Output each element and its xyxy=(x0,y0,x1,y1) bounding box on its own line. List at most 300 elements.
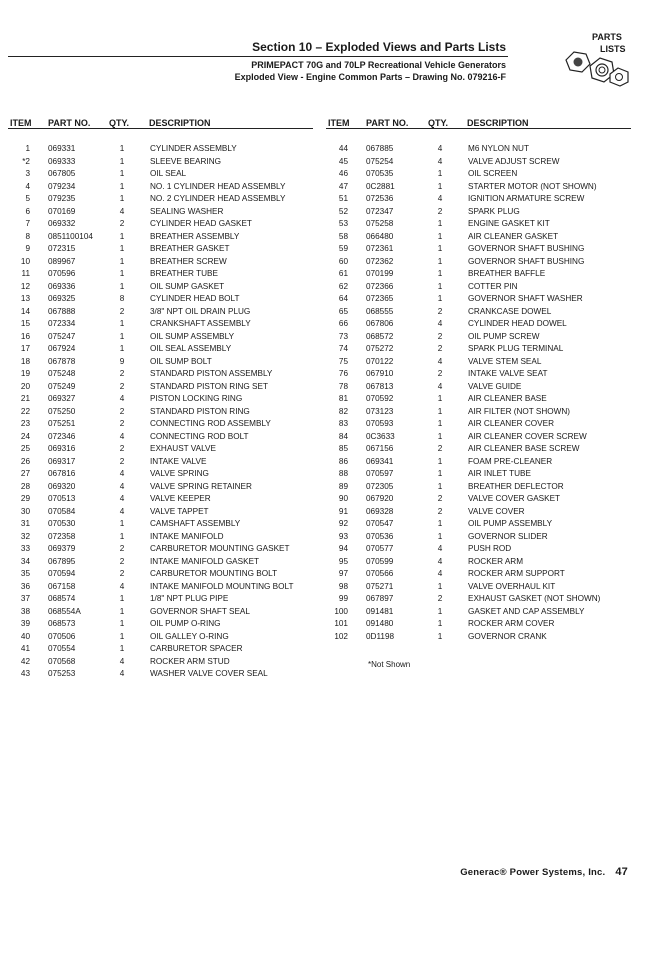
part-number: 075250 xyxy=(48,406,76,416)
part-number: 072305 xyxy=(366,481,394,491)
table-row xyxy=(318,418,638,431)
table-row xyxy=(318,481,638,494)
quantity: 4 xyxy=(119,581,125,591)
part-description: ROCKER ARM SUPPORT xyxy=(468,569,565,578)
quantity: 2 xyxy=(119,444,125,453)
part-description: AIR CLEANER BASE xyxy=(468,394,547,403)
table-row xyxy=(0,331,320,344)
part-description: OIL SCREEN xyxy=(468,169,518,178)
part-number: 0C3633 xyxy=(366,431,395,441)
part-description: INTAKE MANIFOLD MOUNTING BOLT xyxy=(150,581,294,591)
quantity: 1 xyxy=(119,344,125,353)
quantity: 4 xyxy=(437,194,443,203)
part-description: 1/8" NPT PLUG PIPE xyxy=(150,594,229,603)
item-number: 62 xyxy=(338,281,348,291)
quantity: 4 xyxy=(119,494,125,503)
item-number: 12 xyxy=(20,281,30,291)
table-row xyxy=(318,293,638,306)
item-number: 10 xyxy=(20,256,30,266)
part-number: 072358 xyxy=(48,531,76,541)
part-description: COTTER PIN xyxy=(468,281,518,291)
part-number: 068573 xyxy=(48,619,76,628)
table-row xyxy=(0,206,320,219)
quantity: 1 xyxy=(437,394,443,403)
quantity: 1 xyxy=(437,431,443,441)
quantity: 1 xyxy=(119,194,125,203)
table-row xyxy=(0,306,320,319)
table-row xyxy=(0,581,320,594)
item-number: 25 xyxy=(20,444,30,453)
item-number: 86 xyxy=(338,456,348,466)
item-number: 15 xyxy=(20,319,30,328)
quantity: 4 xyxy=(119,506,125,516)
part-number: 067158 xyxy=(48,581,76,591)
part-description: VALVE OVERHAUL KIT xyxy=(468,581,556,591)
part-number: 066480 xyxy=(366,231,394,241)
part-description: 3/8" NPT OIL DRAIN PLUG xyxy=(150,306,251,316)
logo-text-parts: PARTS xyxy=(592,32,622,42)
part-description: GOVERNOR CRANK xyxy=(468,631,547,641)
table-row xyxy=(0,643,320,656)
item-number: 51 xyxy=(338,194,348,203)
part-description: BREATHER BAFFLE xyxy=(468,269,546,278)
part-number: 0D1198 xyxy=(366,631,395,641)
part-number: 072315 xyxy=(48,244,76,253)
part-number: 070513 xyxy=(48,494,76,503)
quantity: 2 xyxy=(119,556,125,566)
part-description: CYLINDER HEAD BOLT xyxy=(150,294,240,303)
part-description: CONNECTING ROD BOLT xyxy=(150,431,249,441)
item-number: 27 xyxy=(20,469,30,478)
quantity: 4 xyxy=(119,656,125,666)
part-number: 070122 xyxy=(366,356,394,366)
part-number: 072366 xyxy=(366,281,394,291)
part-number: 075271 xyxy=(366,581,394,591)
table-row xyxy=(0,256,320,269)
item-number: 73 xyxy=(338,331,348,341)
quantity: 1 xyxy=(437,269,443,278)
table-row xyxy=(318,206,638,219)
quantity: 4 xyxy=(437,319,443,328)
table-row xyxy=(0,493,320,506)
item-number: 78 xyxy=(338,381,348,391)
part-number: 072346 xyxy=(48,431,76,441)
table-row xyxy=(0,568,320,581)
part-number: 075248 xyxy=(48,369,76,378)
quantity: 1 xyxy=(437,531,443,541)
part-description: BREATHER TUBE xyxy=(150,269,218,278)
part-description: EXHAUST GASKET (NOT SHOWN) xyxy=(468,594,601,603)
item-number: 33 xyxy=(20,544,30,553)
item-number: 28 xyxy=(20,481,30,491)
quantity: 1 xyxy=(437,406,443,416)
table-row xyxy=(318,431,638,444)
part-number: 089967 xyxy=(48,256,76,266)
part-number: 070596 xyxy=(48,269,76,278)
quantity: 4 xyxy=(119,431,125,441)
product-subtitle: PRIMEPACT 70G and 70LP Recreational Vehicle Generators xyxy=(251,60,506,70)
part-description: STARTER MOTOR (NOT SHOWN) xyxy=(468,181,597,191)
part-description: OIL PUMP ASSEMBLY xyxy=(468,519,553,528)
part-number: 075258 xyxy=(366,219,394,228)
header-underline-left xyxy=(8,128,313,129)
part-number: 068572 xyxy=(366,331,394,341)
item-number: 1 xyxy=(25,144,30,153)
part-number: 069336 xyxy=(48,281,76,291)
quantity: 2 xyxy=(119,569,125,578)
quantity: 1 xyxy=(119,644,125,653)
part-description: CARBURETOR MOUNTING BOLT xyxy=(150,569,278,578)
table-row xyxy=(318,568,638,581)
part-description: AIR CLEANER COVER SCREW xyxy=(468,431,587,441)
part-description: STANDARD PISTON RING xyxy=(150,406,250,416)
quantity: 4 xyxy=(437,144,443,153)
part-description: CYLINDER HEAD DOWEL xyxy=(468,319,567,328)
part-number: 068554A xyxy=(48,606,81,616)
part-description: ROCKER ARM COVER xyxy=(468,619,555,628)
part-description: ENGINE GASKET KIT xyxy=(468,219,550,228)
col-header-desc-right: DESCRIPTION xyxy=(467,118,529,128)
quantity: 1 xyxy=(119,181,125,191)
item-number: 46 xyxy=(338,169,348,178)
table-row xyxy=(318,331,638,344)
part-number: 070584 xyxy=(48,506,76,516)
part-number: 091480 xyxy=(366,619,394,628)
item-number: 98 xyxy=(338,581,348,591)
table-row xyxy=(318,606,638,619)
part-number: 070535 xyxy=(366,169,394,178)
quantity: 2 xyxy=(119,419,125,428)
part-description: VALVE SPRING RETAINER xyxy=(150,481,252,491)
part-description: CYLINDER ASSEMBLY xyxy=(150,144,237,153)
quantity: 2 xyxy=(119,406,125,416)
quantity: 4 xyxy=(119,469,125,478)
item-number: 38 xyxy=(20,606,30,616)
item-number: 22 xyxy=(20,406,30,416)
col-header-desc-left: DESCRIPTION xyxy=(149,118,211,128)
part-number: 069332 xyxy=(48,219,76,228)
quantity: 1 xyxy=(119,156,125,166)
header-rule xyxy=(8,56,508,57)
item-number: 5 xyxy=(25,194,30,203)
quantity: 1 xyxy=(437,281,443,291)
quantity: 1 xyxy=(119,606,125,616)
quantity: 8 xyxy=(119,294,125,303)
quantity: 9 xyxy=(119,356,125,366)
item-number: 89 xyxy=(338,481,348,491)
table-row xyxy=(0,518,320,531)
quantity: 4 xyxy=(119,669,125,678)
table-row xyxy=(0,356,320,369)
part-description: BREATHER SCREW xyxy=(150,256,227,266)
table-row xyxy=(0,218,320,231)
part-description: M6 NYLON NUT xyxy=(468,144,529,153)
col-header-item-right: ITEM xyxy=(328,118,350,128)
header-underline-right xyxy=(326,128,631,129)
table-row xyxy=(318,268,638,281)
part-number: 070506 xyxy=(48,631,76,641)
part-description: CONNECTING ROD ASSEMBLY xyxy=(150,419,271,428)
part-number: 070530 xyxy=(48,519,76,528)
part-description: GOVERNOR SLIDER xyxy=(468,531,548,541)
item-number: 94 xyxy=(338,544,348,553)
item-number: 76 xyxy=(338,369,348,378)
quantity: 2 xyxy=(119,306,125,316)
part-number: 070594 xyxy=(48,569,76,578)
part-number: 067806 xyxy=(366,319,394,328)
part-number: 075272 xyxy=(366,344,394,353)
table-row xyxy=(318,518,638,531)
quantity: 2 xyxy=(437,331,443,341)
item-number: 3 xyxy=(25,169,30,178)
item-number: 90 xyxy=(338,494,348,503)
table-row xyxy=(0,381,320,394)
part-number: 067805 xyxy=(48,169,76,178)
table-row xyxy=(318,543,638,556)
part-number: 067924 xyxy=(48,344,76,353)
part-number: 070592 xyxy=(366,394,394,403)
item-number: 34 xyxy=(20,556,30,566)
item-number: 23 xyxy=(20,419,30,428)
part-number: 069328 xyxy=(366,506,394,516)
quantity: 2 xyxy=(119,544,125,553)
item-number: 85 xyxy=(338,444,348,453)
table-row xyxy=(0,593,320,606)
table-row xyxy=(318,506,638,519)
table-row xyxy=(0,368,320,381)
quantity: 1 xyxy=(437,294,443,303)
quantity: 2 xyxy=(437,344,443,353)
item-number: 91 xyxy=(338,506,348,516)
col-header-qty-right: QTY. xyxy=(428,118,449,128)
part-description: PUSH ROD xyxy=(468,544,512,553)
part-number: 072361 xyxy=(366,244,394,253)
table-row xyxy=(0,406,320,419)
part-number: 067897 xyxy=(366,594,394,603)
item-number: 93 xyxy=(338,531,348,541)
item-number: 19 xyxy=(20,369,30,378)
item-number: 59 xyxy=(338,244,348,253)
item-number: 20 xyxy=(20,381,30,391)
part-number: 067816 xyxy=(48,469,76,478)
quantity: 1 xyxy=(119,231,125,241)
part-number: 069341 xyxy=(366,456,394,466)
table-row xyxy=(318,531,638,544)
part-description: SEALING WASHER xyxy=(150,206,224,216)
item-number: 8 xyxy=(25,231,30,241)
part-description: STANDARD PISTON ASSEMBLY xyxy=(150,369,273,378)
table-row xyxy=(0,181,320,194)
quantity: 2 xyxy=(119,369,125,378)
table-row xyxy=(318,318,638,331)
part-number: 070169 xyxy=(48,206,76,216)
part-number: 070597 xyxy=(366,469,394,478)
table-row xyxy=(0,431,320,444)
part-number: 070554 xyxy=(48,644,76,653)
part-number: 079235 xyxy=(48,194,76,203)
quantity: 1 xyxy=(437,181,443,191)
item-number: 11 xyxy=(21,269,30,278)
quantity: 1 xyxy=(437,481,443,491)
part-number: 079234 xyxy=(48,181,76,191)
part-number: 0851100104 xyxy=(48,231,93,241)
part-number: 072362 xyxy=(366,256,394,266)
quantity: 2 xyxy=(437,369,443,378)
part-number: 075249 xyxy=(48,381,76,391)
table-row xyxy=(0,393,320,406)
quantity: 1 xyxy=(437,619,443,628)
part-number: 068574 xyxy=(48,594,76,603)
part-number: 070599 xyxy=(366,556,394,566)
part-number: 075254 xyxy=(366,156,394,166)
quantity: 2 xyxy=(119,219,125,228)
quantity: 1 xyxy=(119,269,125,278)
table-row xyxy=(0,456,320,469)
quantity: 1 xyxy=(437,419,443,428)
quantity: 1 xyxy=(437,469,443,478)
item-number: 41 xyxy=(20,644,30,653)
item-number: 35 xyxy=(20,569,30,578)
part-number: 067920 xyxy=(366,494,394,503)
item-number: 29 xyxy=(20,494,30,503)
part-number: 070577 xyxy=(366,544,394,553)
part-description: SPARK PLUG TERMINAL xyxy=(468,344,564,353)
quantity: 1 xyxy=(437,581,443,591)
page-number: 47 xyxy=(615,866,628,878)
part-number: 067878 xyxy=(48,356,76,366)
table-row xyxy=(318,456,638,469)
part-number: 067910 xyxy=(366,369,394,378)
col-header-part-right: PART NO. xyxy=(366,118,409,128)
page-footer xyxy=(0,866,628,878)
part-description: AIR CLEANER COVER xyxy=(468,419,554,428)
table-row xyxy=(318,281,638,294)
part-description: INTAKE VALVE xyxy=(150,456,207,466)
part-description: INTAKE VALVE SEAT xyxy=(468,369,548,378)
quantity: 2 xyxy=(119,381,125,391)
item-number: 47 xyxy=(338,181,348,191)
part-number: 067885 xyxy=(366,144,394,153)
table-row xyxy=(0,343,320,356)
table-row xyxy=(0,443,320,456)
part-description: BREATHER DEFLECTOR xyxy=(468,481,564,491)
table-row xyxy=(318,593,638,606)
table-row xyxy=(0,268,320,281)
table-row xyxy=(0,531,320,544)
item-number: 14 xyxy=(20,306,30,316)
table-row xyxy=(318,443,638,456)
item-number: 26 xyxy=(20,456,30,466)
part-description: ROCKER ARM xyxy=(468,556,524,566)
part-description: GOVERNOR SHAFT WASHER xyxy=(468,294,583,303)
table-row xyxy=(0,318,320,331)
table-row xyxy=(0,193,320,206)
part-description: OIL SUMP BOLT xyxy=(150,356,212,366)
quantity: 4 xyxy=(437,156,443,166)
table-row xyxy=(318,156,638,169)
quantity: 1 xyxy=(119,244,125,253)
table-row xyxy=(318,193,638,206)
table-row xyxy=(0,656,320,669)
part-number: 070547 xyxy=(366,519,394,528)
part-description: OIL PUMP O-RING xyxy=(150,619,221,628)
part-number: 075253 xyxy=(48,669,76,678)
part-description: INTAKE MANIFOLD GASKET xyxy=(150,556,260,566)
part-number: 072334 xyxy=(48,319,76,328)
quantity: 2 xyxy=(119,456,125,466)
quantity: 2 xyxy=(437,444,443,453)
quantity: 4 xyxy=(437,544,443,553)
part-description: GOVERNOR SHAFT BUSHING xyxy=(468,244,585,253)
part-number: 0C2881 xyxy=(366,181,395,191)
table-row xyxy=(318,181,638,194)
quantity: 1 xyxy=(119,331,125,341)
part-description: AIR INLET TUBE xyxy=(468,469,531,478)
part-description: VALVE ADJUST SCREW xyxy=(468,156,560,166)
part-number: 069379 xyxy=(48,544,76,553)
table-row xyxy=(0,556,320,569)
table-row xyxy=(0,481,320,494)
item-number: 75 xyxy=(338,356,348,366)
table-row xyxy=(318,381,638,394)
company-name: Generac® Power Systems, Inc. xyxy=(460,867,606,878)
item-number: 82 xyxy=(338,406,348,416)
table-row xyxy=(0,468,320,481)
part-description: NO. 2 CYLINDER HEAD ASSEMBLY xyxy=(150,194,286,203)
quantity: 4 xyxy=(119,394,125,403)
item-number: 52 xyxy=(338,206,348,216)
table-row xyxy=(0,631,320,644)
part-description: GOVERNOR SHAFT SEAL xyxy=(150,606,250,616)
item-number: 42 xyxy=(20,656,30,666)
quantity: 1 xyxy=(119,594,125,603)
table-row xyxy=(0,281,320,294)
item-number: 45 xyxy=(338,156,348,166)
part-number: 069316 xyxy=(48,444,76,453)
part-description: VALVE GUIDE xyxy=(468,381,522,391)
parts-lists-logo xyxy=(560,30,632,88)
part-description: CYLINDER HEAD GASKET xyxy=(150,219,252,228)
table-row xyxy=(318,168,638,181)
item-number: 53 xyxy=(338,219,348,228)
quantity: 4 xyxy=(437,556,443,566)
quantity: 1 xyxy=(437,244,443,253)
table-row xyxy=(0,168,320,181)
parts-table-left xyxy=(0,143,320,681)
part-number: 069331 xyxy=(48,144,76,153)
table-row xyxy=(0,543,320,556)
item-number: 44 xyxy=(338,144,348,153)
table-row xyxy=(318,493,638,506)
quantity: 2 xyxy=(437,206,443,216)
quantity: 1 xyxy=(437,169,443,178)
quantity: 4 xyxy=(119,206,125,216)
table-row xyxy=(318,631,638,644)
item-number: 7 xyxy=(25,219,30,228)
logo-text-lists: LISTS xyxy=(600,44,626,54)
quantity: 1 xyxy=(119,169,125,178)
part-description: OIL SUMP GASKET xyxy=(150,281,225,291)
table-row xyxy=(0,243,320,256)
part-description: EXHAUST VALVE xyxy=(150,444,216,453)
part-description: STANDARD PISTON RING SET xyxy=(150,381,268,391)
part-description: NO. 1 CYLINDER HEAD ASSEMBLY xyxy=(150,181,286,191)
item-number: 39 xyxy=(20,619,30,628)
table-row xyxy=(318,356,638,369)
part-description: VALVE STEM SEAL xyxy=(468,356,542,366)
quantity: 1 xyxy=(437,256,443,266)
item-number: 100 xyxy=(334,606,348,616)
